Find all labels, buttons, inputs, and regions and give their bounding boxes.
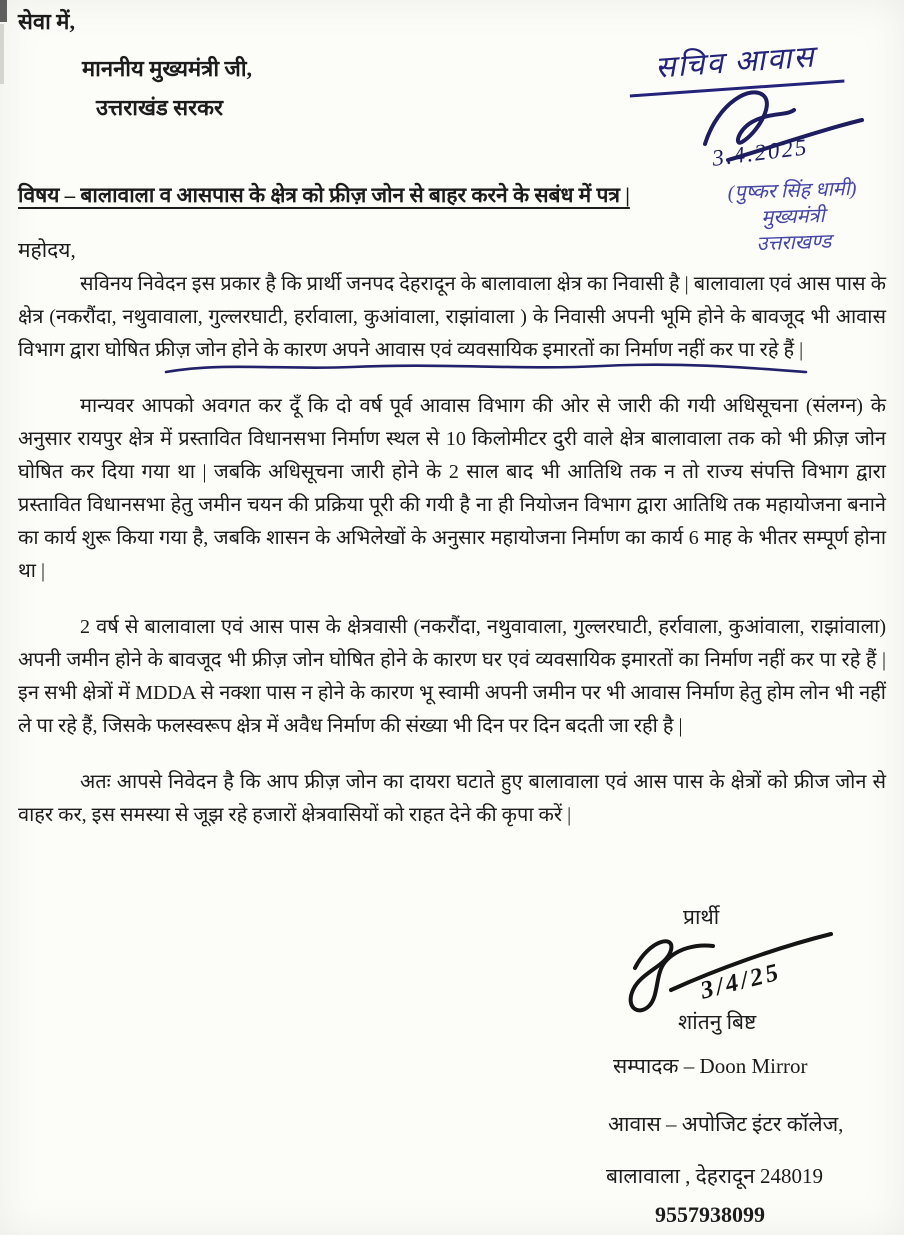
scan-artifact (0, 24, 4, 84)
paragraph-4: अतः आपसे निवेदन है कि आप फ्रीज़ जोन का दायरा घटाते हुए बालावाला एवं आस पास के क्षेत्रों को फ्रीज जोन से वाहर कर, इस समस्या से जूझ रहे हजारों क्षेत्रवासियों को राहत देने की कृपा करें | (18, 771, 886, 826)
scan-artifact (0, 0, 7, 22)
letter-body (18, 268, 886, 855)
applicant-address-line-2: बालावाला , देहरादून 248019 (606, 1164, 824, 1188)
applicant-address-line-1: आवास – अपोजिट इंटर कॉलेज, (608, 1112, 844, 1136)
handwritten-wavy-underline (162, 358, 810, 378)
paragraph-3: 2 वर्ष से बालावाला एवं आस पास के क्षेत्रवासी (नकरौंदा, नथुवावाला, गुल्लरघाटी, हर्रावाला, कुआंवाला, राझांवाला) अपनी जमीन होने के बावजूद भी फ्रीज़ जोन घोषित होने के कारण घर एवं व्यवसायिक इमारतों का निर्माण नहीं कर पा रहे हैं | इन सभी क्षेत्रों में MDDA से नक्शा पास न होने के कारण भू स्वामी अपनी जमीन पर भी आवास निर्माण हेतु होम लोन भी नहीं ले पा रहे हैं, जिसके फलस्वरूप क्षेत्र में अवैध निर्माण की संख्या भी दिन पर दिन बदती जा रही है | (18, 616, 886, 737)
applicant-name: शांतनु बिष्ट (678, 1010, 757, 1034)
applicant-label: प्रार्थी (683, 905, 720, 929)
salutation: सेवा में, (18, 9, 75, 34)
stamp-region: उत्तराखण्ड (756, 230, 832, 256)
stamp-role: मुख्यमंत्री (760, 204, 826, 230)
recipient-line-1: माननीय मुख्यमंत्री जी, (82, 56, 253, 81)
paragraph-1: सविनय निवेदन इस प्रकार है कि प्रार्थी जनपद देहरादून के बालावाला क्षेत्र का निवासी है | बालावाला एवं आस पास के क्षेत्र (नकरौंदा, नथुवावाला, गुल्लरघाटी, हर्रावाला, कुआंवाला, राझांवाला ) के निवासी अपनी भूमि होने के बावजूद भी आवास विभाग द्वारा घोषित फ्रीज़ जोन होने के कारण अपने आवास एवं व्यवसायिक इमारतों का निर्माण नहीं कर पा रहे हैं | (18, 273, 886, 361)
paragraph-2: मान्यवर आपको अवगत कर दूँ कि दो वर्ष पूर्व आवास विभाग की ओर से जारी की गयी अधिसूचना (संलग्न) के अनुसार रायपुर क्षेत्र में प्रस्तावित विधानसभा निर्माण स्थल से 10 किलोमीटर दुरी वाले क्षेत्र बालावाला तक को भी फ्रीज़ जोन घोषित कर दिया गया था | जबकि अधिसूचना जारी होने के 2 साल बाद भी आतिथि तक न तो राज्य संपत्ति विभाग द्वारा प्रस्तावित विधानसभा हेतु जमीन चयन की प्रक्रिया पूरी की गयी है ना ही नियोजन विभाग द्वारा आतिथि तक महायोजना बनाने का कार्य शुरू किया गया है, जबकि शासन के अभिलेखों के अनुसार महायोजना निर्माण का कार्य 6 माह के भीतर सम्पूर्ण होना था | (18, 395, 886, 582)
applicant-phone: 9557938099 (655, 1202, 765, 1227)
recipient-line-2: उत्तराखंड सरकर (96, 95, 223, 120)
cm-name-stamp (692, 175, 895, 260)
subject-line: विषय – बालावाला व आसपास के क्षेत्र को फ्रीज़ जोन से बाहर करने के सबंध में पत्र | (18, 183, 630, 207)
stamp-name: (पुष्कर सिंह धामी) (727, 177, 857, 205)
handwritten-note-date: 3.4.2025 (710, 134, 810, 171)
greeting: महोदय, (18, 238, 76, 262)
handwritten-signature-date: 3/4/25 (697, 958, 784, 1005)
handwritten-office-note: सचिव आवास (627, 33, 845, 98)
applicant-role: सम्पादक – Doon Mirror (613, 1054, 808, 1078)
